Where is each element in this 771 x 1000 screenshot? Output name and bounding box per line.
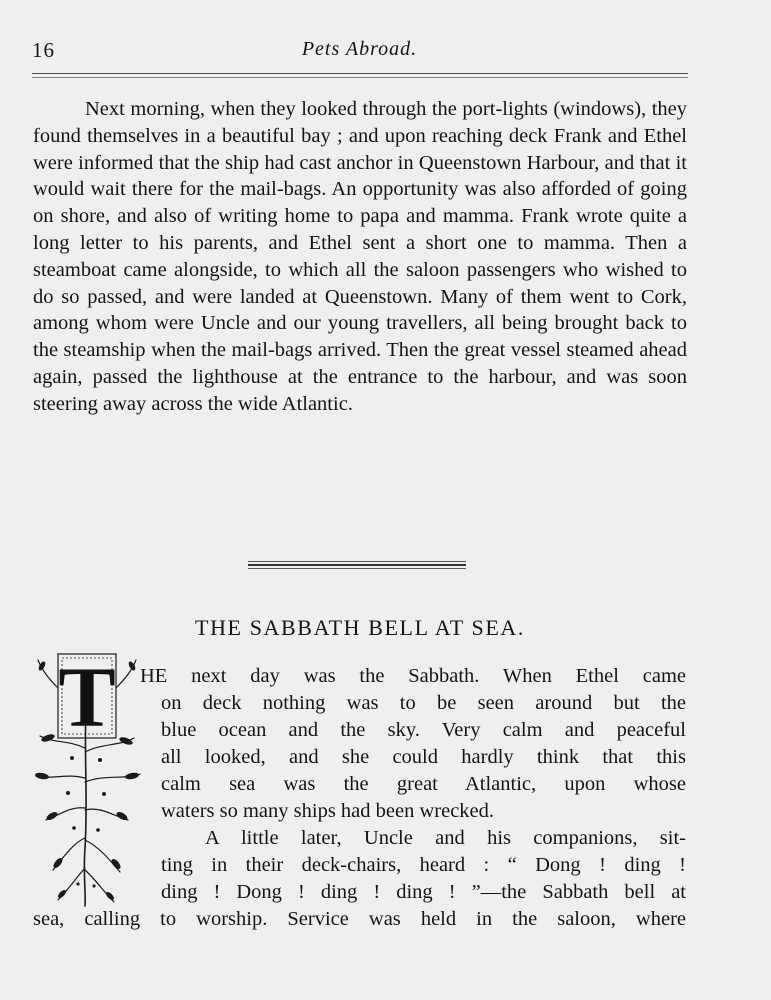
text-line: sea, calling to worship. Service was held in the saloon, where	[33, 908, 686, 930]
section-divider-line	[248, 564, 466, 566]
text-line: ting in their deck-chairs, heard : “ Dong ! ding !	[161, 854, 686, 876]
page-header	[32, 38, 687, 64]
running-title: Pets Abroad.	[301, 38, 418, 60]
paragraph-text: Next morning, when they looked through the port-lights (windows), they found themselves in a beautiful bay ; and upon reaching deck Frank and Ethel were informed that the ship had cast anchor in Queenstown Harbour, and that it would wait there for the mail-bags. An opportunity was also afforded of going on shore, and also of writing home to papa and mamma. Frank wrote quite a long letter to his parents, and Ethel sent a short one to mamma. Then a steamboat came alongside, to which all the saloon passengers who wished to do so passed, and were landed at Queenstown. Many of them went to Cork, among whom were Uncle and our young travellers, all being brought back to the steamship when the mail-bags arrived. Then the great vessel steamed ahead again, passed the lighthouse at the entrance to the harbour, and was soon steering away across the wide Atlantic.	[33, 98, 687, 415]
text-line: on deck nothing was to be seen around but the	[161, 692, 686, 714]
text-line: ding ! Dong ! ding ! ding ! ”—the Sabbath bell at	[161, 881, 686, 903]
ornamental-dropcap	[28, 648, 146, 910]
section-divider-line	[248, 568, 466, 569]
text-line: A little later, Uncle and his companions, sit-	[205, 827, 686, 849]
section-title: THE SABBATH BELL AT SEA.	[195, 615, 525, 640]
section-divider-line	[248, 561, 466, 562]
text-line: all looked, and she could hardly think that this	[161, 746, 686, 768]
text-line: waters so many ships had been wrecked.	[161, 800, 495, 822]
text-line: HE next day was the Sabbath. When Ethel came	[140, 665, 686, 687]
page-number: 16	[32, 38, 55, 62]
dropcap-letter: T	[58, 649, 116, 745]
body-paragraph	[33, 96, 687, 418]
text-line: calm sea was the great Atlantic, upon whose	[161, 773, 686, 795]
header-rule	[32, 73, 688, 78]
text-line: blue ocean and the sky. Very calm and peaceful	[161, 719, 686, 741]
